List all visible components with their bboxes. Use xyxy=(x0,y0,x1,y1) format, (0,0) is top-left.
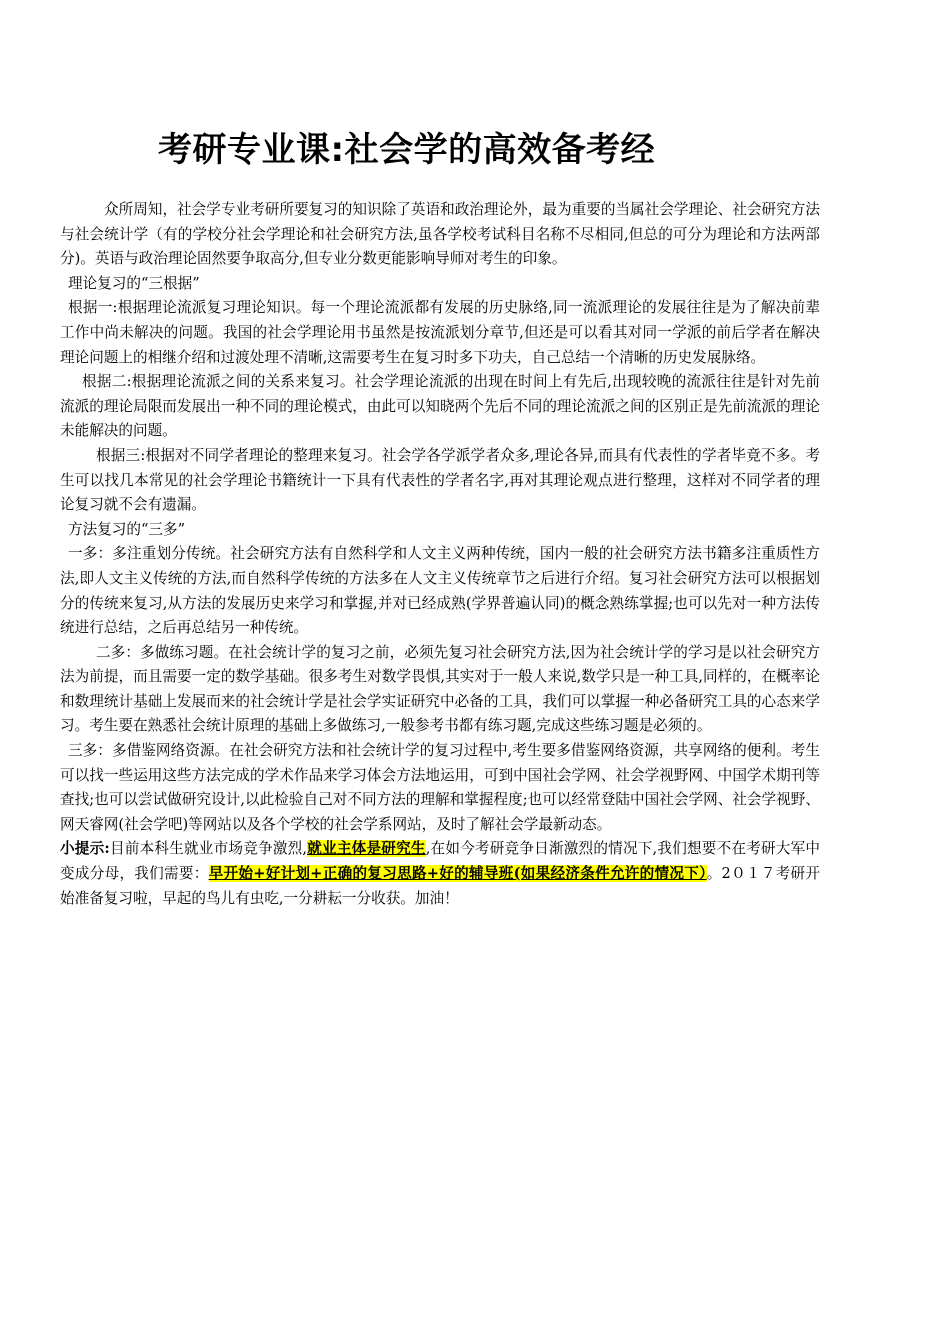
basis-three-paragraph: 根据三:根据对不同学者理论的整理来复习。社会学各学派学者众多,理论各异,而具有代表性的学者毕竟不多。考生可以找几本常见的社会学理论书籍统计一下具有代表性的学者名字,再对其理论观点进行整理，这样对不同学者的理论复习就不会有遗漏。 xyxy=(60,446,820,514)
tip-label: 小提示: xyxy=(60,840,110,858)
method-heading: 方法复习的“三多” xyxy=(68,520,186,538)
more-three-paragraph: 三多：多借鉴网络资源。在社会研究方法和社会统计学的复习过程中,考生要多借鉴网络资源，共享网络的便利。考生可以找一些运用这些方法完成的学术作品来学习体会方法地运用，可到中国社会学网、社会学视野网、中国学术期刊等查找;也可以尝试做研究设计,以此检验自己对不同方法的理解和掌握程度;也可以经常登陆中国社会学网、社会学视野、网天睿网(社会学吧)等网站以及各个学校的社会学系网站，及时了解社会学最新动态。 xyxy=(60,742,820,833)
more-one-paragraph: 一多：多注重划分传统。社会研究方法有自然科学和人文主义两种传统，国内一般的社会研究方法书籍多注重质性方法,即人文主义传统的方法,而自然科学传统的方法多在人文主义传统章节之后进行介绍。复习社会研究方法可以根据划分的传统来复习,从方法的发展历史来学习和掌握,并对已经成熟(学界普遍认同)的概念熟练掌握;也可以先对一种方法传统进行总结，之后再总结另一种传统。 xyxy=(60,545,820,637)
theory-heading: 理论复习的“三根据” xyxy=(68,274,200,292)
tip-text-1: 目前本科生就业市场竞争激烈, xyxy=(109,840,308,858)
tip-text-2: ,在如今考研竞争日渐激烈的情况下,我们想要不在考研大军中变成分母，我们需要： xyxy=(60,840,821,883)
tip-highlight-2: 早开始+好计划+正确的复习思路+好的辅导班(如果经济条件允许的情况下） xyxy=(208,865,707,883)
tip-text-3: 。2０１７考研开始准备复习啦，早起的鸟儿有虫吃,一分耕耘一分收获。加油！ xyxy=(60,865,820,907)
basis-two-paragraph: 根据二:根据理论流派之间的关系来复习。社会学理论流派的出现在时间上有先后,出现较晚的流派往往是针对先前流派的理论局限而发展出一种不同的理论模式，由此可以知晓两个先后不同的理论流派之间的区别正是先前流派的理论未能解决的问题。 xyxy=(60,373,820,440)
more-two-paragraph: 二多：多做练习题。在社会统计学的复习之前，必须先复习社会研究方法,因为社会统计学的学习是以社会研究方法为前提，而且需要一定的数学基础。很多考生对数学畏惧,其实对于一般人来说,数学只是一种工具,同样的，在概率论和数理统计基础上发展而来的社会统计学是社会学实证研究中必备的工具，我们可以掌握一种必备研究工具的心态来学习。考生要在熟悉社会统计原理的基础上多做练习,一般参考书都有练习题,完成这些练习题是必须的。 xyxy=(60,643,820,735)
tip-paragraph xyxy=(60,837,820,911)
document-page xyxy=(60,128,820,911)
tip-highlight-1: 就业主体是研究生 xyxy=(307,840,426,858)
document-title: 考研专业课:社会学的高效备考经 xyxy=(158,130,656,170)
basis-one-paragraph: 根据一:根据理论流派复习理论知识。每一个理论流派都有发展的历史脉络,同一流派理论的发展往往是为了解决前辈工作中尚未解决的问题。我国的社会学理论用书虽然是按流派划分章节,但还是可以看其对同一学派的前后学者在解决理论问题上的相继介绍和过渡处理不清晰,这需要考生在复习时多下功夫，自己总结一个清晰的历史发展脉络。 xyxy=(60,299,820,366)
intro-paragraph: 众所周知，社会学专业考研所要复习的知识除了英语和政治理论外，最为重要的当属社会学理论、社会研究方法与社会统计学（有的学校分社会学理论和社会研究方法,虽各学校考试科目名称不尽相同,但总的可分为理论和方法两部分)。英语与政治理论固然要争取高分,但专业分数更能影响导师对考生的印象。 xyxy=(60,201,820,268)
